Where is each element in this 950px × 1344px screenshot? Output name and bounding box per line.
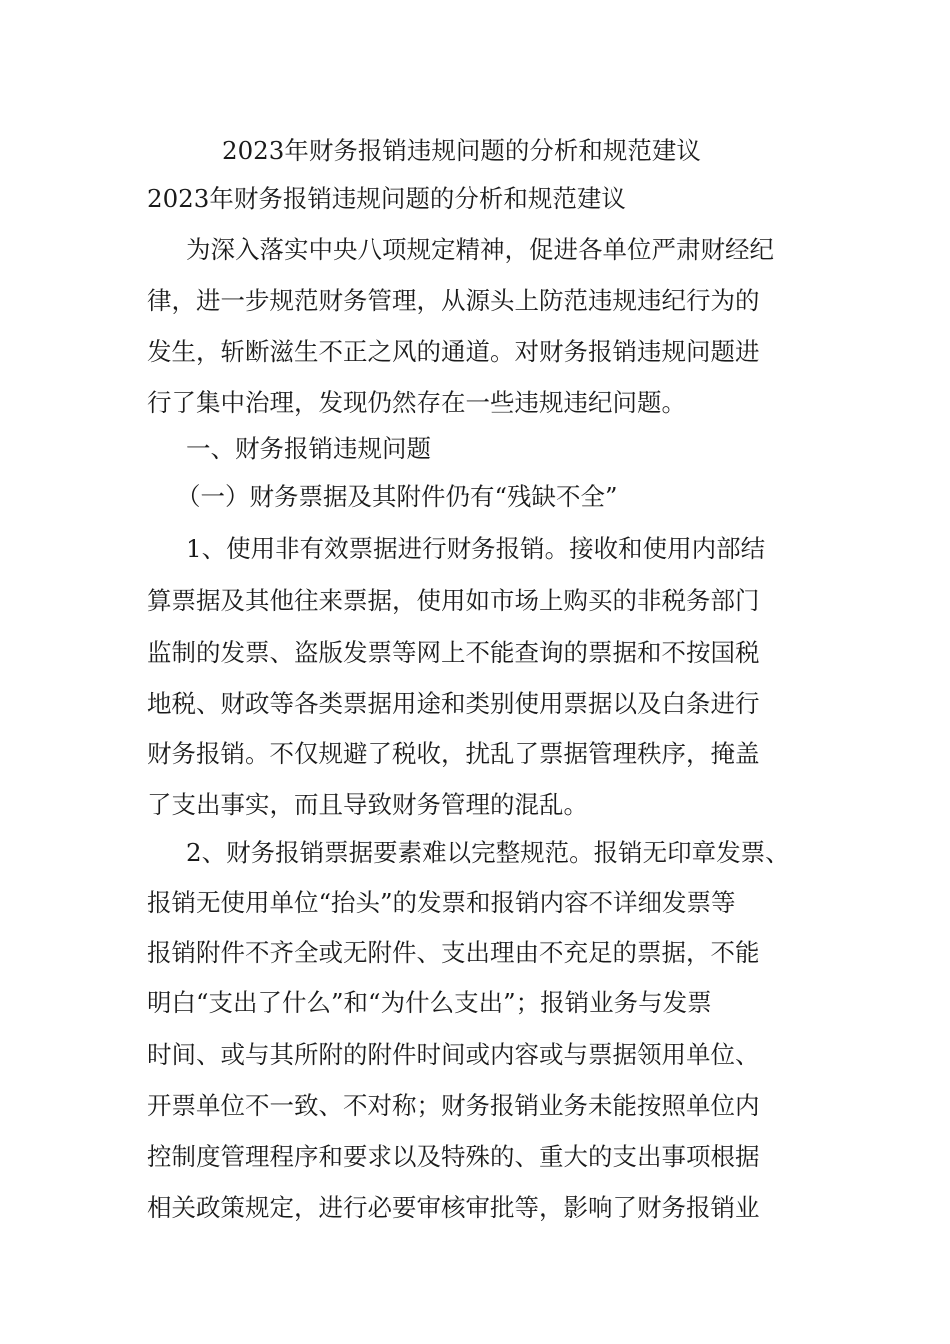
- subsection-heading: （一）财务票据及其附件仍有“残缺不全”: [176, 482, 618, 511]
- text-line: 明白“支出了什么”和“为什么支出”；报销业务与发票: [147, 988, 712, 1017]
- text-line: 1、使用非有效票据进行财务报销。接收和使用内部结: [186, 534, 766, 563]
- text-line: 财务报销。不仅规避了税收，扰乱了票据管理秩序，掩盖: [147, 739, 760, 768]
- text-line: 为深入落实中央八项规定精神，促进各单位严肃财经纪: [186, 235, 774, 264]
- text-line: 律，进一步规范财务管理，从源头上防范违规违纪行为的: [147, 286, 760, 315]
- document-title: 2023年财务报销违规问题的分析和规范建议: [222, 136, 701, 165]
- section-heading: 一、财务报销违规问题: [186, 434, 431, 463]
- text-line: 相关政策规定，进行必要审核审批等，影响了财务报销业: [147, 1193, 760, 1222]
- text-line: 监制的发票、盗版发票等网上不能查询的票据和不按国税: [147, 638, 760, 667]
- text-line: 控制度管理程序和要求以及特殊的、重大的支出事项根据: [147, 1142, 760, 1171]
- text-line: 2、财务报销票据要素难以完整规范。报销无印章发票、: [186, 838, 790, 867]
- text-line: 算票据及其他往来票据，使用如市场上购买的非税务部门: [147, 586, 760, 615]
- text-line: 时间、或与其所附的附件时间或内容或与票据领用单位、: [147, 1040, 760, 1069]
- text-line: 报销附件不齐全或无附件、支出理由不充足的票据，不能: [147, 938, 760, 967]
- text-line: 了支出事实，而且导致财务管理的混乱。: [147, 790, 588, 819]
- document-subtitle: 2023年财务报销违规问题的分析和规范建议: [147, 184, 626, 213]
- text-line: 开票单位不一致、不对称；财务报销业务未能按照单位内: [147, 1091, 760, 1120]
- text-line: 报销无使用单位“抬头”的发票和报销内容不详细发票等: [147, 888, 736, 917]
- text-line: 发生，斩断滋生不正之风的通道。对财务报销违规问题进: [147, 337, 760, 366]
- text-line: 地税、财政等各类票据用途和类别使用票据以及白条进行: [147, 689, 760, 718]
- text-line: 行了集中治理，发现仍然存在一些违规违纪问题。: [147, 388, 686, 417]
